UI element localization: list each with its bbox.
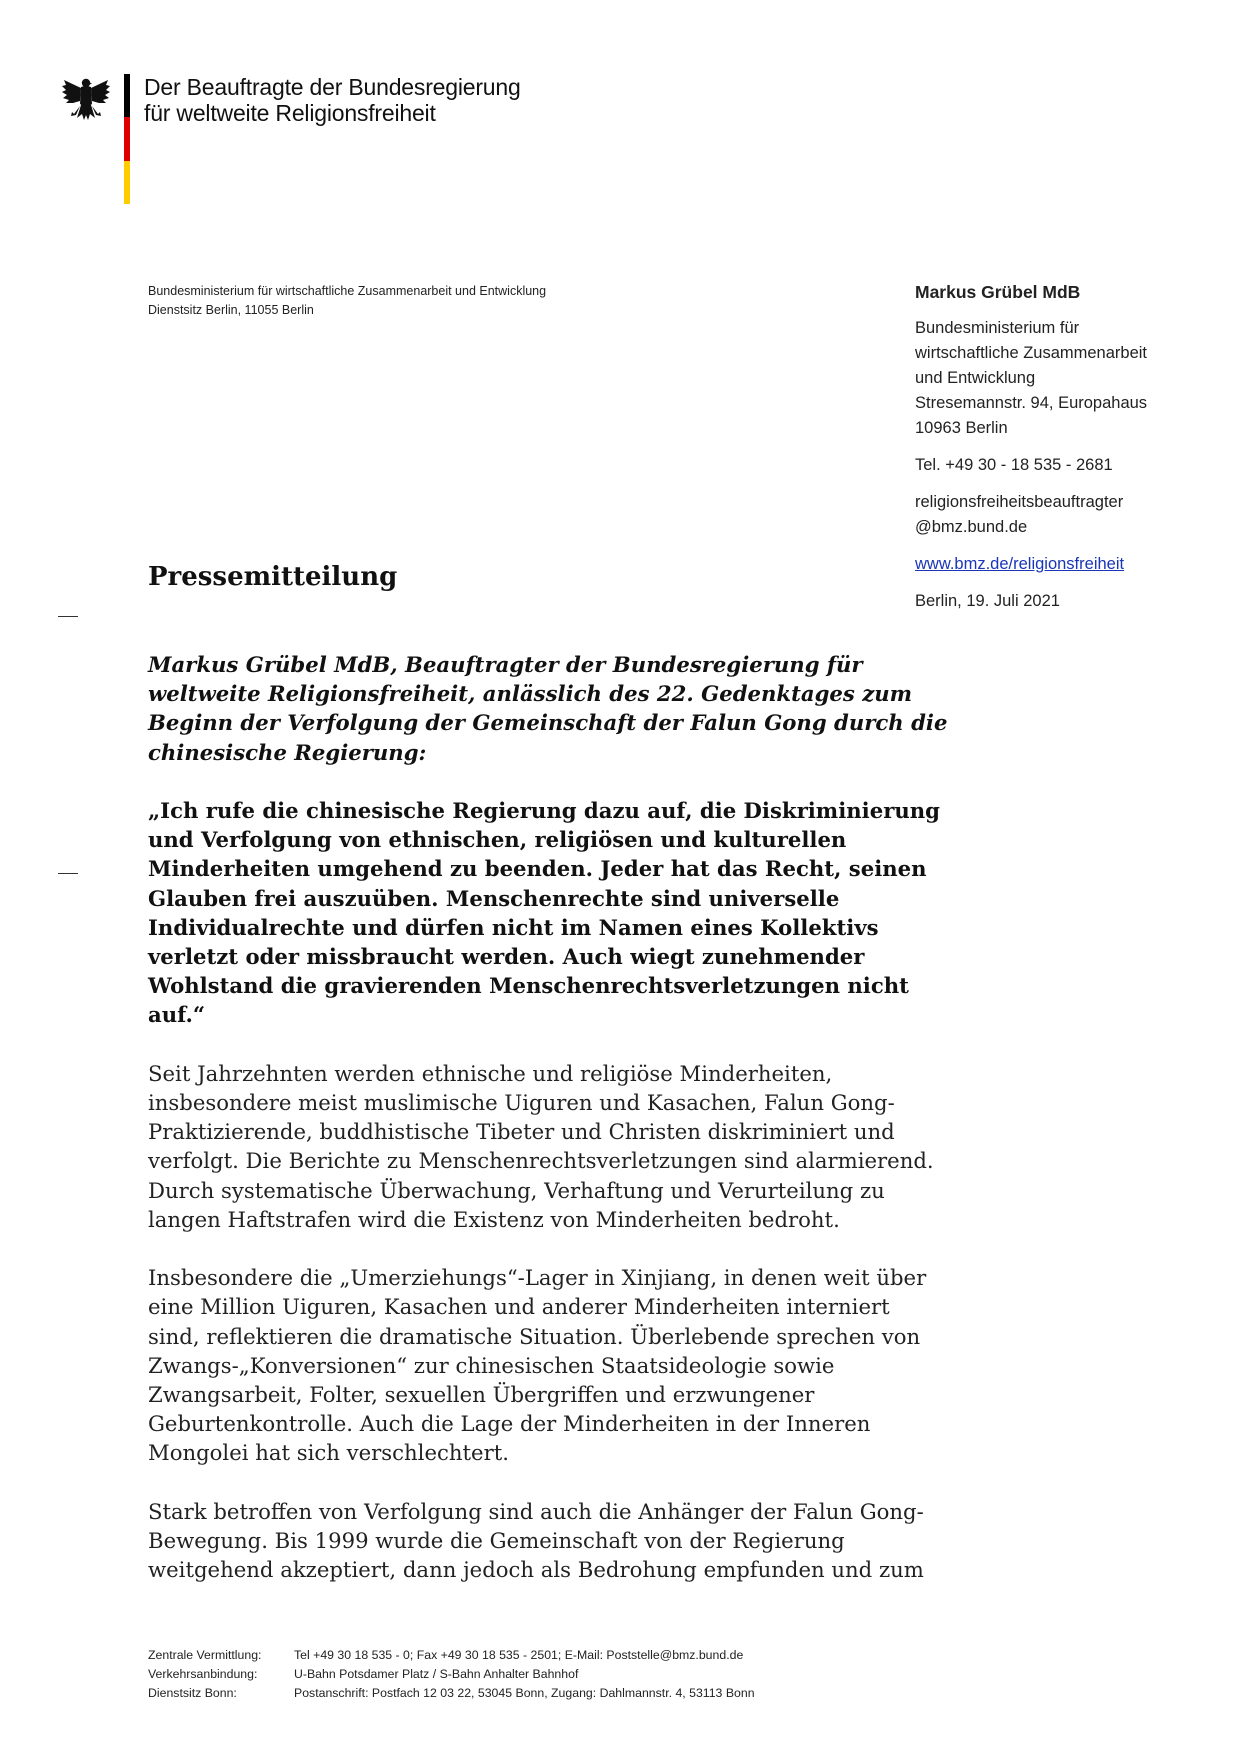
text-line: eine Million Uiguren, Kasachen und anderer Minderheiten interniert — [148, 1294, 890, 1320]
text-line: chinesische Regierung: — [148, 739, 427, 765]
sender-line1: Bundesministerium für wirtschaftliche Zusammenarbeit und Entwicklung — [148, 284, 547, 298]
text-line: Zwangsarbeit, Folter, sexuellen Übergriffen und erzwungener — [148, 1382, 815, 1408]
address-line: Stresemannstr. 94, Europahaus — [915, 394, 1148, 412]
address-line: wirtschaftliche Zusammenarbeit — [915, 344, 1147, 362]
sender-line2: Dienstsitz Berlin, 11055 Berlin — [148, 303, 314, 317]
text-line: Wohlstand die gravierenden Menschenrechtsverletzungen nicht — [148, 973, 909, 999]
text-line: Stark betroffen von Verfolgung sind auch die Anhänger der Falun Gong- — [148, 1498, 924, 1524]
document-title: Pressemitteilung — [148, 562, 398, 592]
text-line: weitgehend akzeptiert, dann jedoch als Bedrohung empfunden und zum — [148, 1557, 924, 1583]
footer-label: Zentrale Vermittlung: — [148, 1648, 262, 1662]
body-paragraph-1 — [148, 1059, 934, 1234]
organization-name — [144, 74, 521, 126]
address-line: Bundesministerium für — [915, 319, 1080, 337]
fold-mark — [58, 616, 78, 617]
text-line: Seit Jahrzehnten werden ethnische und religiöse Minderheiten, — [148, 1060, 833, 1086]
text-line: Geburtenkontrolle. Auch die Lage der Minderheiten in der Inneren — [148, 1411, 871, 1437]
email-line2: @bmz.bund.de — [915, 518, 1028, 536]
phone-text: Tel. +49 30 - 18 535 - 2681 — [915, 456, 1113, 474]
text-line: Praktizierende, buddhistische Tibeter und Christen diskriminiert und — [148, 1119, 895, 1145]
contact-website — [915, 552, 1215, 577]
contact-phone — [915, 453, 1215, 478]
federal-eagle-icon — [60, 74, 112, 128]
footer-value: Tel +49 30 18 535 - 0; Fax +49 30 18 535 - 2501; E-Mail: Poststelle@bmz.bund.de — [294, 1648, 744, 1662]
body-paragraph-3 — [148, 1497, 924, 1585]
website-link[interactable]: www.bmz.de/religionsfreiheit — [915, 555, 1125, 573]
address-line: 10963 Berlin — [915, 419, 1008, 437]
date-text: Berlin, 19. Juli 2021 — [915, 592, 1060, 610]
flag-stripe-black — [124, 74, 130, 117]
footer-row — [148, 1646, 755, 1665]
text-line: Durch systematische Überwachung, Verhaftung und Verurteilung zu — [148, 1177, 885, 1203]
text-line: insbesondere meist muslimische Uiguren und Kasachen, Falun Gong- — [148, 1090, 895, 1116]
address-line: und Entwicklung — [915, 369, 1036, 387]
text-line: weltweite Religionsfreiheit, anlässlich des 22. Gedenktages zum — [148, 681, 913, 707]
body-paragraph-2 — [148, 1263, 927, 1467]
text-line: Mongolei hat sich verschlechtert. — [148, 1440, 509, 1466]
contact-email — [915, 490, 1215, 540]
org-name-line1: Der Beauftragte der Bundesregierung — [144, 74, 521, 100]
email-line1: religionsfreiheitsbeauftragter — [915, 493, 1124, 511]
footer-row — [148, 1665, 755, 1684]
quote-paragraph — [148, 796, 940, 1030]
text-line: Zwangs-„Konversionen“ zur chinesischen Staatsideologie sowie — [148, 1352, 835, 1378]
flag-stripe — [124, 74, 130, 204]
footer-value: U-Bahn Potsdamer Platz / S-Bahn Anhalter Bahnhof — [294, 1667, 579, 1681]
text-line: Markus Grübel MdB, Beauftragter der Bundesregierung für — [148, 652, 863, 677]
document-date — [915, 589, 1215, 614]
page-footer — [148, 1646, 755, 1703]
footer-label: Verkehrsanbindung: — [148, 1667, 258, 1681]
footer-row — [148, 1684, 755, 1703]
text-line: Bewegung. Bis 1999 wurde die Gemeinschaft von der Regierung — [148, 1528, 845, 1554]
text-line: verfolgt. Die Berichte zu Menschenrechtsverletzungen sind alarmierend. — [148, 1148, 934, 1174]
text-line: verletzt oder missbraucht werden. Auch wiegt zunehmender — [148, 944, 865, 970]
footer-value: Postanschrift: Postfach 12 03 22, 53045 Bonn, Zugang: Dahlmannstr. 4, 53113 Bonn — [294, 1686, 755, 1700]
org-name-line2: für weltweite Religionsfreiheit — [144, 100, 436, 126]
contact-name: Markus Grübel MdB — [915, 282, 1081, 302]
intro-paragraph — [148, 650, 948, 767]
text-line: auf.“ — [148, 1002, 206, 1028]
text-line: Beginn der Verfolgung der Gemeinschaft der Falun Gong durch die — [148, 710, 948, 736]
fold-mark — [58, 873, 78, 874]
text-line: Glauben frei auszuüben. Menschenrechte sind universelle — [148, 885, 840, 911]
footer-label: Dienstsitz Bonn: — [148, 1686, 237, 1700]
text-line: Minderheiten umgehend zu beenden. Jeder hat das Recht, seinen — [148, 856, 927, 882]
document-body — [148, 650, 948, 1614]
sender-address — [148, 282, 546, 320]
text-line: langen Haftstrafen wird die Existenz von Minderheiten bedroht. — [148, 1206, 840, 1232]
contact-panel — [915, 280, 1215, 626]
text-line: Individualrechte und dürfen nicht im Namen eines Kollektivs — [148, 914, 879, 940]
flag-stripe-red — [124, 117, 130, 160]
flag-stripe-gold — [124, 161, 130, 204]
contact-address — [915, 316, 1215, 441]
text-line: sind, reflektieren die dramatische Situation. Überlebende sprechen von — [148, 1323, 921, 1349]
text-line: und Verfolgung von ethnischen, religiösen und kulturellen — [148, 827, 847, 853]
text-line: Insbesondere die „Umerziehungs“-Lager in Xinjiang, in denen weit über — [148, 1265, 927, 1291]
text-line: „Ich rufe die chinesische Regierung dazu auf, die Diskriminierung — [148, 798, 940, 823]
